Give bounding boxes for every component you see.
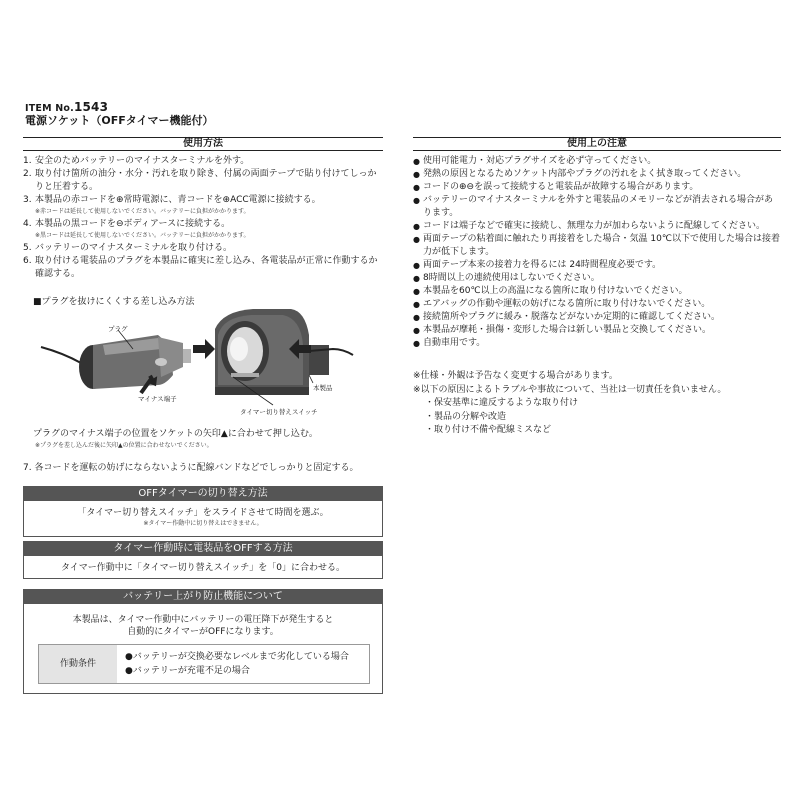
usage-section — [23, 137, 383, 281]
caution-item: ● 8時間以上の連続使用はしないでください。 — [413, 273, 600, 283]
caution-item: ● 発熱の原因となるためソケット内部やプラグの汚れをよく拭き取ってください。 — [413, 169, 747, 179]
plug-label: プラグ — [108, 325, 128, 333]
step-note: ※赤コードは延長して使用しないでください。バッテリーに負担がかかります。 — [35, 208, 250, 215]
step-item: 2. 取り付け箇所の油分・水分・汚れを取り除き、付属の両面テープで貼り付けてしっかりと圧着する。 — [23, 169, 377, 192]
caution-item: ● 両面テープの粘着面に触れたり再接着をした場合・気温 10℃以下で使用した場合は接着力が低下します。 — [413, 234, 780, 257]
item-prefix: ITEM No. — [25, 103, 74, 114]
remark-1: ※仕様・外観は予告なく変更する場合があります。 — [413, 371, 618, 381]
caution-item: ● エアバッグの作動や運転の妨げになる箇所に取り付けないでください。 — [413, 299, 711, 309]
plug-cord — [41, 347, 81, 363]
plug-insertion-diagram — [33, 305, 383, 420]
usage-steps — [23, 155, 383, 281]
minus-terminal-label: マイナス端子 — [138, 395, 177, 403]
remark-sub-item: ・製品の分解や改造 — [425, 411, 507, 422]
condition-item: ●バッテリーが交換必要なレベルまで劣化している場合 — [125, 652, 349, 662]
timer-off-header: タイマー作動時に電装品をOFFする方法 — [24, 541, 382, 556]
timer-off-box — [23, 541, 383, 579]
caution-list — [413, 155, 781, 350]
cautions-header: 使用上の注意 — [413, 137, 781, 151]
step-item: 3. 本製品の赤コードを⊕常時電源に、青コードを⊕ACC電源に接続する。 — [23, 195, 321, 205]
step-item: 4. 本製品の黒コードを⊖ボディアースに接続する。 — [23, 219, 231, 229]
item-number-value: 1543 — [73, 100, 109, 114]
timer-switch-note: ※タイマー作動中に切り替えはできません。 — [143, 520, 263, 527]
timer-switch-box — [23, 486, 383, 537]
battery-line-1: 本製品は、タイマー作動中にバッテリーの電圧降下が発生すると — [72, 615, 334, 625]
battery-protection-box — [23, 589, 383, 694]
caution-item: ● 接続箇所やプラグに緩み・脱落などがないか定期的に確認してください。 — [413, 312, 721, 322]
remark-2: ※以下の原因によるトラブルや事故について、当社は一切責任を負いません。 — [413, 384, 727, 395]
plug-illustration — [79, 335, 191, 389]
step-note: ※黒コードは延長して使用しないでください。バッテリーに負担がかかります。 — [35, 232, 250, 239]
step-item: 1. 安全のためバッテリーのマイナスターミナルを外す。 — [23, 156, 250, 166]
step-item: 5. バッテリーのマイナスターミナルを取り付ける。 — [23, 243, 233, 253]
step-7: 7. 各コードを運転の妨げにならないように配線バンドなどでしっかりと固定する。 — [23, 463, 359, 473]
timer-switch-text: 「タイマー切り替えスイッチ」をスライドさせて時間を選ぶ。 — [77, 508, 329, 518]
remark-sub-item: ・取り付け不備や配線ミスなど — [425, 425, 552, 435]
battery-line-2: 自動的にタイマーがOFFになります。 — [127, 627, 279, 637]
timer-off-text: タイマー作動中に「タイマー切り替えスイッチ」を「0」に合わせる。 — [60, 563, 345, 573]
condition-item: ●バッテリーが充電不足の場合 — [125, 666, 250, 676]
socket-illustration — [215, 309, 329, 395]
body-leader-line — [309, 375, 313, 383]
caution-item: ● 本製品が摩耗・損傷・変形した場合は新しい製品と交換してください。 — [413, 325, 712, 335]
align-note: ※プラグを差し込んだ後に矢印▲の位置に合わせないでください。 — [35, 442, 213, 449]
condition-list — [125, 650, 349, 678]
align-instruction: プラグのマイナス端子の位置をソケットの矢印▲に合わせて押し込む。 — [33, 429, 318, 439]
caution-item: ● コードの⊕⊖を誤って接続すると電装品が故障する場合があります。 — [413, 182, 699, 192]
product-body-label: 本製品 — [313, 384, 333, 392]
remark-sub-item: ・保安基準に違反するような取り付け — [425, 398, 579, 408]
caution-item: ● バッテリーのマイナスターミナルを外すと電装品のメモリーなどが消去される場合があります。 — [413, 195, 774, 218]
product-name: 電源ソケット（OFFタイマー機能付） — [25, 114, 214, 127]
caution-item: ● 使用可能電力・対応プラグサイズを必ず守ってください。 — [413, 156, 657, 166]
battery-header: バッテリー上がり防止機能について — [24, 589, 382, 604]
caution-item: ● 自動車用です。 — [413, 338, 486, 348]
operating-conditions — [38, 644, 370, 684]
caution-item: ● 両面テープ本来の接着力を得るには 24時間程度必要です。 — [413, 260, 662, 270]
condition-label: 作動条件 — [39, 645, 117, 683]
usage-header: 使用方法 — [23, 137, 383, 151]
timer-switch-header: OFFタイマーの切り替え方法 — [24, 486, 382, 501]
cautions-section — [413, 137, 781, 438]
caution-item: ● コードは端子などで確実に接続し、無理な力が加わらないように配線してください。 — [413, 221, 766, 231]
diagram-title: ■プラグを抜けにくくする差し込み方法 — [33, 297, 195, 307]
caution-item: ● 本製品を60℃以上の高温になる箇所に取り付けないでください。 — [413, 286, 688, 296]
timer-switch-label: タイマー切り替えスイッチ — [240, 408, 318, 416]
remarks — [413, 370, 781, 438]
step-item: 6. 取り付ける電装品のプラグを本製品に確実に差し込み、各電装品が正常に作動するか確認する。 — [23, 256, 378, 279]
insert-arrow — [193, 339, 215, 359]
